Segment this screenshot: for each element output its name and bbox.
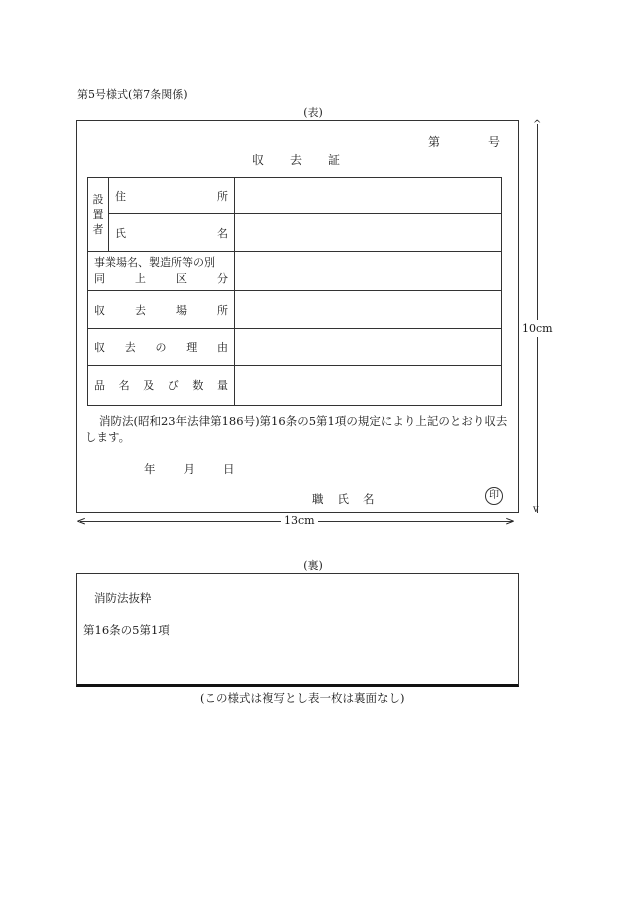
item-char: 品	[94, 379, 105, 393]
doc-no-suffix: 号	[487, 135, 500, 149]
item-value-cell[interactable]	[235, 365, 502, 405]
reason-char: 理	[186, 340, 198, 354]
reason-char: 収	[94, 340, 105, 354]
name-label-cell	[109, 214, 235, 252]
seal-icon: 印	[485, 487, 503, 505]
business-char: 分	[217, 272, 228, 286]
business-label-line1: 事業場名、製造所等の別	[94, 256, 215, 270]
address-label-char: 所	[217, 189, 228, 203]
installer-char: 設	[92, 193, 104, 207]
doc-no-prefix: 第	[427, 135, 440, 149]
item-char: び	[167, 379, 179, 393]
reason-value-cell[interactable]	[235, 328, 502, 365]
official-char: 職	[312, 492, 324, 506]
business-char: 上	[135, 272, 146, 286]
installer-char: 者	[92, 223, 104, 237]
item-char: 名	[118, 379, 130, 393]
reason-char: の	[155, 340, 167, 354]
height-dimension-label: 10cm	[522, 322, 553, 335]
official-char: 氏	[337, 492, 349, 506]
name-label-char: 氏	[115, 226, 126, 240]
table-row	[88, 252, 502, 291]
item-label-cell	[88, 365, 235, 405]
installer-char: 置	[92, 208, 104, 222]
statement-text: 消防法(昭和23年法律第186号)第16条の5第1項の規定により上記のとおり収去します。	[85, 414, 508, 444]
item-char: 及	[143, 379, 155, 393]
arrow-down-icon: v	[533, 504, 539, 515]
date-line	[144, 461, 263, 477]
name-value-cell[interactable]	[235, 214, 502, 252]
table-row	[88, 178, 502, 214]
table-row	[88, 214, 502, 252]
front-card	[76, 120, 519, 513]
info-table	[87, 177, 502, 406]
document-title: 収去証	[252, 153, 367, 167]
place-char: 収	[94, 303, 105, 317]
business-label-cell	[88, 252, 235, 291]
business-label-line2	[88, 270, 234, 286]
height-dimension-line	[537, 124, 538, 513]
business-value-cell[interactable]	[235, 252, 502, 291]
address-label-cell	[109, 178, 235, 214]
back-heading: 消防法抜粋	[94, 591, 152, 605]
reason-char: 由	[217, 340, 228, 354]
official-line	[312, 491, 389, 507]
form-title: 第5号様式(第7条関係)	[77, 88, 188, 101]
table-row	[88, 365, 502, 405]
back-side-label: (裏)	[303, 559, 323, 572]
place-char: 所	[217, 303, 228, 317]
reason-char: 去	[124, 340, 136, 354]
item-char: 数	[192, 379, 204, 393]
width-dimension-label: 13cm	[281, 514, 318, 527]
business-char: 同	[94, 272, 105, 286]
arrow-right-icon: >	[505, 514, 516, 528]
address-value-cell[interactable]	[235, 178, 502, 214]
arrow-up-icon: ^	[533, 119, 542, 130]
place-char: 場	[176, 303, 187, 317]
place-value-cell[interactable]	[235, 291, 502, 328]
reason-label-cell	[88, 328, 235, 365]
place-char: 去	[135, 303, 146, 317]
installer-group-cell	[88, 178, 109, 252]
front-side-label: (表)	[303, 106, 323, 119]
back-card	[76, 573, 519, 687]
business-char: 区	[176, 272, 187, 286]
address-label-char: 住	[115, 189, 126, 203]
item-char: 量	[216, 379, 228, 393]
place-label-cell	[88, 291, 235, 328]
date-year: 年	[144, 462, 156, 476]
footnote: (この様式は複写とし表一枚は裏面なし)	[200, 691, 405, 705]
date-day: 日	[223, 462, 235, 476]
official-char: 名	[363, 492, 375, 506]
name-label-char: 名	[217, 226, 228, 240]
arrow-left-icon: <	[76, 514, 87, 528]
table-row	[88, 328, 502, 365]
date-month: 月	[183, 462, 195, 476]
document-number	[428, 133, 500, 150]
back-article: 第16条の5第1項	[83, 623, 170, 637]
table-row	[88, 291, 502, 328]
